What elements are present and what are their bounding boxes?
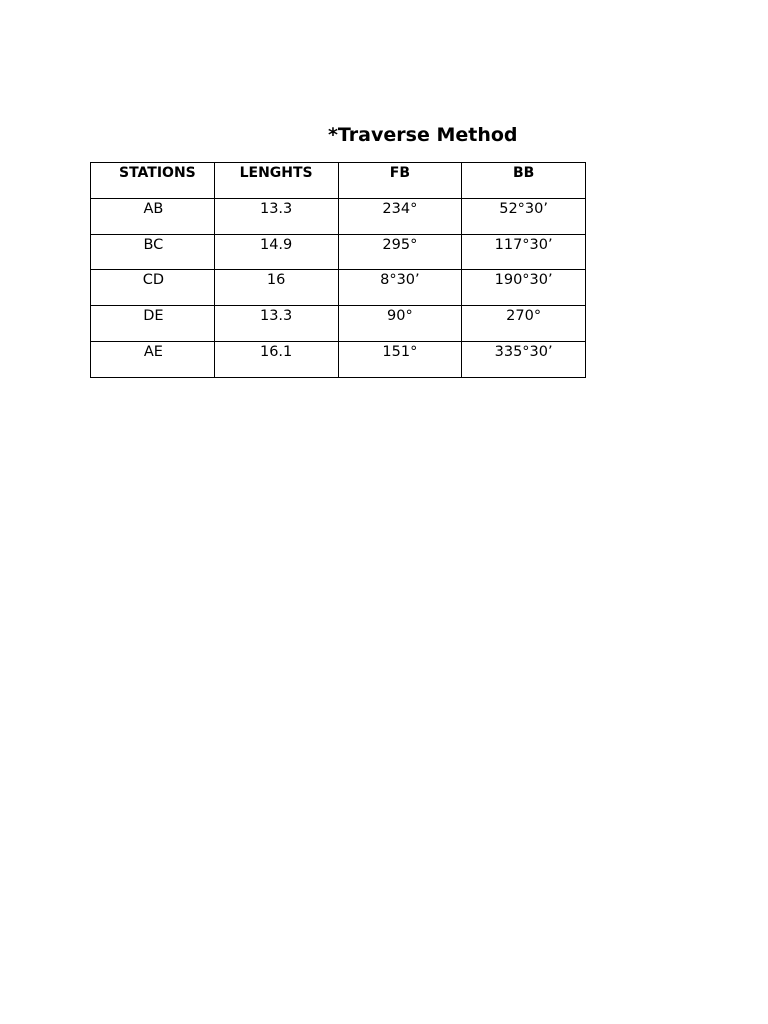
table-row bbox=[91, 234, 586, 270]
cell-fb: 234° bbox=[338, 198, 462, 234]
cell-length: 13.3 bbox=[214, 198, 338, 234]
header-bb: BB bbox=[462, 163, 586, 199]
cell-bb: 190°30’ bbox=[462, 270, 586, 306]
cell-station: BC bbox=[91, 234, 215, 270]
cell-length: 14.9 bbox=[214, 234, 338, 270]
cell-station: AE bbox=[91, 341, 215, 377]
table-row bbox=[91, 198, 586, 234]
cell-bb: 335°30’ bbox=[462, 341, 586, 377]
cell-station: DE bbox=[91, 306, 215, 342]
cell-station: AB bbox=[91, 198, 215, 234]
header-fb: FB bbox=[338, 163, 462, 199]
cell-bb: 117°30’ bbox=[462, 234, 586, 270]
traverse-table bbox=[90, 162, 586, 378]
cell-bb: 270° bbox=[462, 306, 586, 342]
cell-fb: 8°30’ bbox=[338, 270, 462, 306]
cell-bb: 52°30’ bbox=[462, 198, 586, 234]
cell-fb: 151° bbox=[338, 341, 462, 377]
cell-length: 13.3 bbox=[214, 306, 338, 342]
header-lengths: LENGHTS bbox=[214, 163, 338, 199]
page-title: *Traverse Method bbox=[328, 124, 518, 146]
cell-fb: 90° bbox=[338, 306, 462, 342]
table-row bbox=[91, 270, 586, 306]
table-row bbox=[91, 341, 586, 377]
header-stations: STATIONS bbox=[91, 163, 215, 199]
cell-length: 16 bbox=[214, 270, 338, 306]
cell-length: 16.1 bbox=[214, 341, 338, 377]
table-row bbox=[91, 306, 586, 342]
cell-station: CD bbox=[91, 270, 215, 306]
table-header-row bbox=[91, 163, 586, 199]
cell-fb: 295° bbox=[338, 234, 462, 270]
